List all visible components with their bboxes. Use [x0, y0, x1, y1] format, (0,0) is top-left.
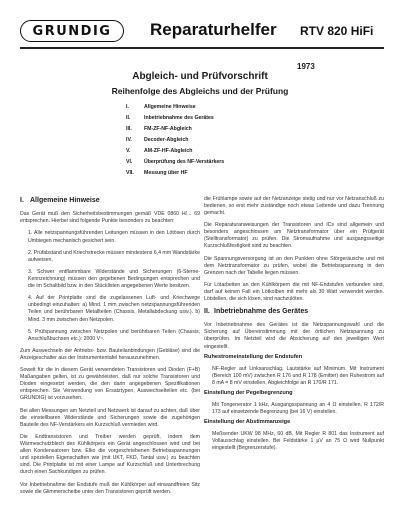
section-title: Inbetriebnahme des Gerätes — [214, 308, 309, 316]
section-number: II. — [204, 308, 210, 316]
toc-item — [126, 112, 326, 123]
paragraph: Das Gerät muß den Sicherheitsbestimmungen gemäß VDE 0860 H/... 69 entsprechen. Hierbei sind folgende Punkte besonders zu beachten: — [20, 211, 200, 225]
toc-item-number: II. — [126, 114, 131, 121]
paragraph: NF-Regler auf Linksanschlag, Lautstärke auf Minimum. Mit Instrument (Bereich 100 mV) zwischen R 176 und R 178 (Emitter) den Ruhestrom auf 8 mA = 8 mV einstellen, Abgleichfolge an R 170/R 171. — [212, 365, 384, 386]
paragraph: Zum Auswechseln der Antriebs- bzw. Bauteilanbindungen (Gebläse) sind die Anzeigeschalter aus der Instrumententafel herauszunehmen. — [20, 348, 200, 362]
header-rule — [20, 47, 384, 49]
paragraph: Meßsender UKW 98 MHz, 60 dB. Mit Regler R 801 das Instrument auf Vollausschlag einstellen. Bei Feldstärke 1 μV an 75 Ω wird Nullpunkt eingestellt (Begrenzerstufe). — [212, 431, 384, 452]
right-column — [204, 196, 384, 502]
paragraph: Soweit für die in diesem Gerät verwendeten Transistoren und Dioden (F+B) Maßangaben gelten, ist zu gewährleisten, daß nur solche Transistoren und Dioden eingesetzt werden, die den darin angegebenen Spezifikationen entsprechen. Sie Verwendung von Ersatztypen, Auswechselteilen etc. (bei GRUNDIG) ist vorzusehen. — [20, 367, 200, 402]
toc-item-label: Messung über HF — [144, 169, 188, 176]
toc-item — [126, 134, 326, 145]
section-title: Allgemeine Hinweise — [30, 197, 100, 204]
toc-item — [126, 145, 326, 156]
left-column — [20, 196, 200, 502]
toc-item-number: VII. — [126, 169, 134, 176]
subsection-heading: Einstellung der Pegelbegrenzung — [204, 389, 293, 396]
toc-item-label: Überprüfung des NF-Verstärkers — [144, 158, 225, 165]
paragraph: Die Endtransistoren und Treiber werden geprüft, indem dem Wärmeschutzblech des Kühlkörpers ein Gerät angeschlossen wird und bei allen Kondensatoren bzw. Elko die vorgeschriebenen Betriebsspannungen und speziellen Eigenschaften wie (mit UKT, FKD, Tantal usw.) zu beachten sind. Die Printplatte ist mit einer Lampe auf Kurzschluß und Unterbrechung durch einen Sachkundigen zu prüfen. — [20, 434, 200, 476]
paragraph: Die Reparaturanweisungen der Transistoren und ICs sind allgemein und besonders angeschlossen am Netztransformator über ein Prüfgerät (Stelltransformator) zu prüfen. Die Stromaufnahme und ausgangsseitige Kurzschlußfestigkeit sind zu beachten. — [204, 222, 384, 250]
paragraph: 4. Auf der Printplatte sind die zugelassenen Luft- und Kriechwege unbedingt einzuhalten: a) Mind. 1 mm zwischen netzspannungsführenden Teilen und berührbaren Metallteilen (Chassis, Metallabdeckung usw.). b) Mind. 3 mm zwischen den Netzpolen. — [28, 295, 200, 323]
brand-logo — [20, 20, 124, 42]
header-title: Reparaturhelfer — [150, 20, 277, 39]
brand-name: GRUNDIG — [32, 23, 112, 39]
paragraph: die Frühlampe sowie auf der Netzanzeige stetig und nur vor Netzanschluß zu bedienen, so erst mehr zuständige noch etwas Leitende und dazu Trennung gemacht. — [204, 196, 384, 217]
section-heading — [20, 196, 200, 206]
paragraph: Vor Inbetriebnahme des Gerätes ist die Netzspannungswahl und die Sicherung auf Übereinstimmung mit der örtlichen Netzspannung zu überprüfen. Im Netzteil wird die Absicherung auf den jeweiligen Wert eingestellt. — [204, 322, 384, 350]
toc-item-number: VI. — [126, 158, 133, 165]
toc-item — [126, 123, 326, 134]
toc-item-number: III. — [126, 125, 132, 132]
subsection-heading: Ruhestromeinstellung der Endstufen — [204, 353, 303, 360]
section-heading — [204, 307, 384, 317]
toc-item-number: V. — [126, 147, 131, 154]
paragraph: Bei allen Messungen am Netzteil und Netzwerk ist darauf zu achten, daß über die einstellbaren Widerstände und Sicherungen sowie die zugehörigen Bauteile des NF-Verstärkers ein Kurzschluß vermieden wird. — [20, 407, 200, 428]
toc-item — [126, 167, 326, 178]
paragraph: Vor Inbetriebnahme der Endstufe muß der Kühlkörper auf einwandfreien Sitz sowie die Glimmerscheibe unter den Transistoren geprüft werden. — [20, 481, 200, 495]
paragraph: 3. Schwer entflammbare Widerstände und Sicherungen (6-Sterne-Kennzeichnung) müssen den gegebenen Bedingungen entsprechen und die im Schaltbild bzw. in den Stücklisten angegebenen Werte besitzen. — [28, 269, 200, 290]
subsection-heading: Einstellung der Abstimmanzeige — [204, 419, 291, 426]
header-model: RTV 820 HiFi — [300, 24, 374, 38]
paragraph: 1. Alle netzspannungsführenden Leitungen müssen in den Lötösen durch Umbiegen mechanisch gesichert sein. — [28, 230, 200, 244]
toc-item-label: Allgemeine Hinweise — [144, 103, 196, 110]
doc-title: Abgleich- und Prüfvorschrift — [132, 71, 268, 82]
paragraph: Mit Tongenerator 1 kHz, Ausgangsspannung an 4 Ω einstellen, R 172/R 173 auf einsetzende Begrenzung (bei 16 V) einstellen. — [212, 402, 384, 416]
paragraph: Für Lötarbeiten an den Kühlkörpern die mit NF-Endstufen verbunden sind, darf auf keinen Fall ein Lötkolben mit mehr als 30 Watt verwendet werden. Lötstellen, die sich lösen, sind nachzulöten. — [204, 282, 384, 303]
paragraph: 2. Prüfabstand und Kriechstrecke müssen mindestens 6,4 mm Wandstärke aufweisen. — [28, 249, 200, 263]
toc-item-label: Decoder-Abgleich — [144, 136, 189, 143]
toc-item-label: AM-ZF-HF-Abgleich — [144, 147, 193, 154]
doc-year: 1973 — [297, 62, 315, 71]
toc-item-label: Inbetriebnahme des Gerätes — [144, 114, 214, 121]
paragraph: Die Spannungsversorgung ist an den Punkten ohne Störgeräusche und mit dem Netztransformator zu prüfen, wobei die Betriebsspannung in den Grenzen nach der Tabelle liegen müssen. — [204, 255, 384, 276]
toc-item-number: IV. — [126, 136, 132, 143]
table-of-contents — [126, 101, 326, 178]
doc-subtitle: Reihenfolge des Abgleichs und der Prüfung — [111, 86, 289, 96]
section-number: I. — [20, 197, 24, 204]
paragraph: 5. Prüfspannung zwischen Netzpolen und berührbaren Teilen (Chassis, Anschlußbuchsen etc.): 2000 V~. — [28, 328, 200, 342]
toc-item-number: I. — [126, 103, 129, 110]
toc-item-label: FM-ZF-NF-Abgleich — [144, 125, 192, 132]
toc-item — [126, 101, 326, 112]
toc-item — [126, 156, 326, 167]
